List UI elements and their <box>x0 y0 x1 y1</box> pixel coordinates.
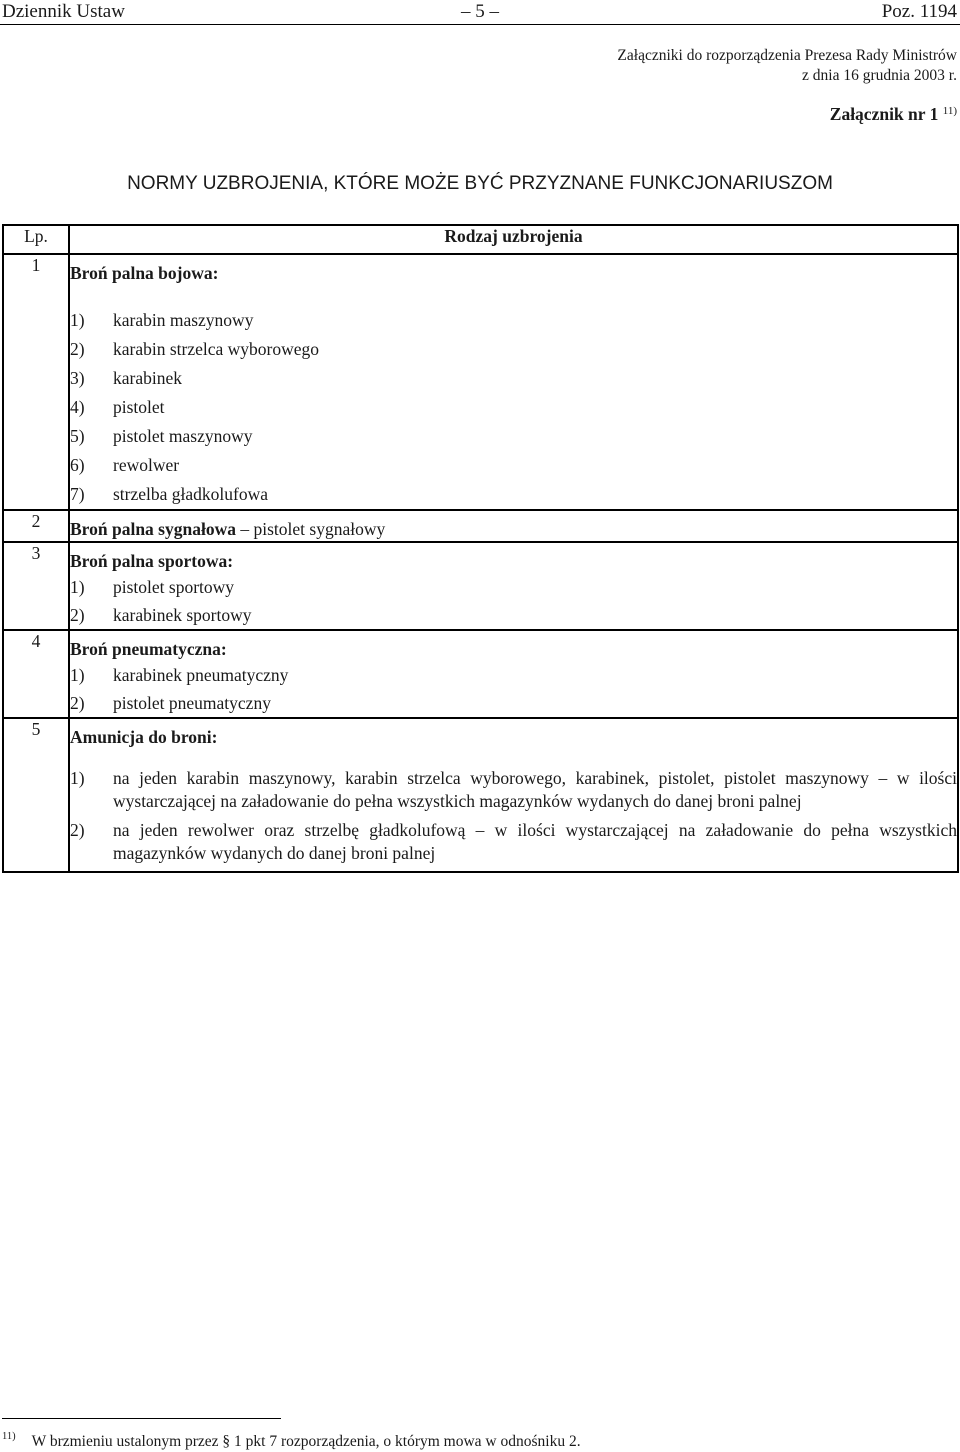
list-item <box>70 451 957 480</box>
item-number: 3) <box>70 368 85 388</box>
annex-footnote-ref: 11) <box>942 105 957 117</box>
item-number: 1) <box>70 768 85 788</box>
list-item <box>70 480 957 509</box>
category-label <box>70 511 957 541</box>
row-number: 3 <box>3 542 69 630</box>
list-item <box>70 689 957 717</box>
item-list <box>70 306 957 509</box>
list-item <box>70 364 957 393</box>
item-number: 6) <box>70 455 85 475</box>
row-number: 2 <box>3 510 69 542</box>
list-item <box>70 819 957 865</box>
category-label: Broń palna bojowa: <box>70 263 219 283</box>
item-number: 1) <box>70 577 85 597</box>
item-text: pistolet <box>113 397 165 417</box>
item-text: rewolwer <box>113 455 180 475</box>
item-number: 2) <box>70 339 85 359</box>
item-text: pistolet pneumatyczny <box>113 693 271 713</box>
item-list <box>70 767 957 865</box>
item-number: 1) <box>70 310 85 330</box>
annex-number <box>830 104 957 125</box>
page-header <box>0 0 960 25</box>
item-number: 2) <box>70 605 85 625</box>
row-content <box>69 254 958 510</box>
table-row <box>3 630 958 718</box>
item-text: strzelba gładkolufowa <box>113 484 269 504</box>
position-number: Poz. 1194 <box>881 1 957 22</box>
item-number: 1) <box>70 665 85 685</box>
row-content <box>69 542 958 630</box>
item-text: karabinek sportowy <box>113 605 252 625</box>
category-name: Broń palna sygnałowa <box>70 519 236 539</box>
document-title: NORMY UZBROJENIA, KTÓRE MOŻE BYĆ PRZYZNANE FUNKCJONARIUSZOM <box>127 173 833 194</box>
list-item <box>70 601 957 629</box>
row-number: 4 <box>3 630 69 718</box>
item-number: 7) <box>70 484 85 504</box>
item-text: pistolet maszynowy <box>113 426 253 446</box>
table-row <box>3 510 958 542</box>
annex-note <box>617 46 957 86</box>
armament-norms-table <box>2 224 959 873</box>
journal-name: Dziennik Ustaw <box>2 1 125 22</box>
row-content <box>69 630 958 718</box>
list-item <box>70 573 957 601</box>
category-label: Broń pneumatyczna: <box>70 639 227 659</box>
item-text: na jeden karabin maszynowy, karabin strzelca wyborowego, karabinek, pistolet, pistolet maszynowy – w ilości wystarczającej na załadowanie do pełna wszystkich magazynków wydanych do danej broni palnej <box>113 768 957 811</box>
row-number: 1 <box>3 254 69 510</box>
item-text: na jeden rewolwer oraz strzelbę gładkolufową – w ilości wystarczającej na załadowanie do pełna wszystkich magazynków wydanych do danej broni palnej <box>113 820 957 863</box>
footnote-separator <box>2 1418 281 1419</box>
item-text: karabinek <box>113 368 182 388</box>
footnote-text: W brzmieniu ustalonym przez § 1 pkt 7 rozporządzenia, o którym mowa w odnośniku 2. <box>31 1433 581 1450</box>
page-number: – 5 – <box>461 1 499 22</box>
table-header-row <box>3 225 958 254</box>
annex-note-line-1: Załączniki do rozporządzenia Prezesa Rady Ministrów <box>617 47 957 64</box>
footnote-marker: 11) <box>2 1431 16 1442</box>
list-item <box>70 393 957 422</box>
row-content <box>69 510 958 542</box>
item-text: karabin strzelca wyborowego <box>113 339 320 359</box>
item-list <box>70 573 957 629</box>
table-row <box>3 254 958 510</box>
item-number: 2) <box>70 693 85 713</box>
item-text: karabinek pneumatyczny <box>113 665 289 685</box>
row-content <box>69 718 958 872</box>
list-item <box>70 306 957 335</box>
list-item <box>70 767 957 813</box>
item-text: pistolet sportowy <box>113 577 235 597</box>
row-number: 5 <box>3 718 69 872</box>
item-number: 4) <box>70 397 85 417</box>
column-header-kind: Rodzaj uzbrojenia <box>69 225 958 254</box>
category-label: Broń palna sportowa: <box>70 551 234 571</box>
list-item <box>70 422 957 451</box>
item-number: 5) <box>70 426 85 446</box>
list-item <box>70 335 957 364</box>
column-header-lp: Lp. <box>3 225 69 254</box>
table-row <box>3 542 958 630</box>
annex-number-label: Załącznik nr 1 <box>829 104 939 124</box>
list-item <box>70 661 957 689</box>
item-list <box>70 661 957 717</box>
footnote <box>2 1427 581 1452</box>
table-row <box>3 718 958 872</box>
annex-note-line-2: z dnia 16 grudnia 2003 r. <box>802 67 957 84</box>
category-label: Amunicja do broni: <box>70 727 218 747</box>
category-detail: – pistolet sygnałowy <box>235 519 386 539</box>
item-text: karabin maszynowy <box>113 310 254 330</box>
item-number: 2) <box>70 820 85 840</box>
